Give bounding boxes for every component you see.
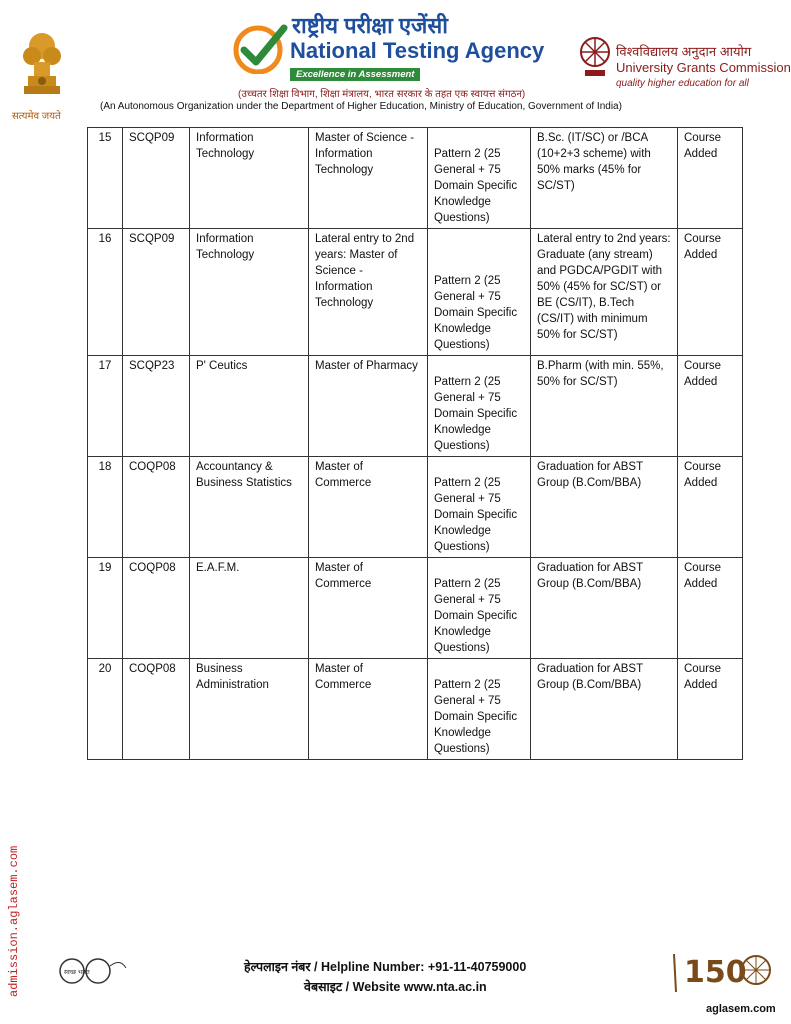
nta-tagline: Excellence in Assessment bbox=[290, 68, 420, 81]
nta-checkmark-logo-icon bbox=[232, 22, 290, 74]
subject-cell: Business Administration bbox=[190, 659, 309, 760]
course-name-cell: Lateral entry to 2nd years: Master of Science - Information Technology bbox=[309, 229, 428, 356]
subject-cell: Information Technology bbox=[190, 229, 309, 356]
table-row bbox=[88, 457, 743, 558]
swachh-bharat-logo-icon bbox=[52, 956, 128, 990]
remark-cell: Course Added bbox=[678, 356, 743, 457]
row-number-cell: 20 bbox=[88, 659, 123, 760]
nta-hindi-title: राष्ट्रीय परीक्षा एजेंसी bbox=[292, 13, 448, 38]
row-number-cell: 15 bbox=[88, 128, 123, 229]
paper-code-cell: COQP08 bbox=[123, 457, 190, 558]
exam-pattern-cell: Pattern 2 (25 General + 75 Domain Specific Knowledge Questions) bbox=[428, 128, 531, 229]
row-number-cell: 18 bbox=[88, 457, 123, 558]
paper-code-cell: SCQP23 bbox=[123, 356, 190, 457]
subject-cell: E.A.F.M. bbox=[190, 558, 309, 659]
page-header bbox=[0, 0, 791, 120]
subtitle-english: (An Autonomous Organization under the Department of Higher Education, Ministry of Education, Government of India) bbox=[100, 101, 622, 112]
subject-cell: Accountancy & Business Statistics bbox=[190, 457, 309, 558]
svg-text:150: 150 bbox=[684, 955, 747, 990]
remark-cell: Course Added bbox=[678, 128, 743, 229]
remark-cell: Course Added bbox=[678, 457, 743, 558]
eligibility-cell: Graduation for ABST Group (B.Com/BBA) bbox=[531, 457, 678, 558]
row-number-cell: 17 bbox=[88, 356, 123, 457]
exam-pattern-cell: Pattern 2 (25 General + 75 Domain Specific Knowledge Questions) bbox=[428, 356, 531, 457]
course-name-cell: Master of Pharmacy bbox=[309, 356, 428, 457]
remark-cell: Course Added bbox=[678, 558, 743, 659]
course-name-cell: Master of Commerce bbox=[309, 659, 428, 760]
eligibility-cell: B.Sc. (IT/SC) or /BCA (10+2+3 scheme) with 50% marks (45% for SC/ST) bbox=[531, 128, 678, 229]
eligibility-cell: B.Pharm (with min. 55%, 50% for SC/ST) bbox=[531, 356, 678, 457]
ugc-logo-icon bbox=[577, 34, 613, 84]
remark-cell: Course Added bbox=[678, 229, 743, 356]
table-row bbox=[88, 128, 743, 229]
nta-english-title: National Testing Agency bbox=[290, 38, 545, 63]
helpline-number: हेल्पलाइन नंबर / Helpline Number: +91-11-40759000 bbox=[244, 960, 527, 974]
remark-cell: Course Added bbox=[678, 659, 743, 760]
exam-pattern-cell: Pattern 2 (25 General + 75 Domain Specific Knowledge Questions) bbox=[428, 659, 531, 760]
eligibility-cell: Graduation for ABST Group (B.Com/BBA) bbox=[531, 558, 678, 659]
subject-cell: P' Ceutics bbox=[190, 356, 309, 457]
paper-code-cell: COQP08 bbox=[123, 659, 190, 760]
table-row bbox=[88, 356, 743, 457]
subject-cell: Information Technology bbox=[190, 128, 309, 229]
course-table bbox=[87, 127, 743, 760]
paper-code-cell: SCQP09 bbox=[123, 229, 190, 356]
eligibility-cell: Graduation for ABST Group (B.Com/BBA) bbox=[531, 659, 678, 760]
swachh-label: स्वच्छ भारत bbox=[64, 969, 90, 976]
paper-code-cell: SCQP09 bbox=[123, 128, 190, 229]
website-line: वेबसाइट / Website www.nta.ac.in bbox=[304, 980, 487, 994]
exam-pattern-cell: Pattern 2 (25 General + 75 Domain Specific Knowledge Questions) bbox=[428, 457, 531, 558]
table-row bbox=[88, 558, 743, 659]
row-number-cell: 19 bbox=[88, 558, 123, 659]
course-name-cell: Master of Commerce bbox=[309, 457, 428, 558]
paper-code-cell: COQP08 bbox=[123, 558, 190, 659]
subtitle-hindi: (उच्चतर शिक्षा विभाग, शिक्षा मंत्रालय, भारत सरकार के तहत एक स्वायत्त संगठन) bbox=[238, 89, 526, 100]
ugc-hindi-title: विश्वविद्यालय अनुदान आयोग bbox=[616, 44, 752, 59]
emblem-caption: सत्यमेव जयते bbox=[12, 111, 61, 122]
exam-pattern-cell: Pattern 2 (25 General + 75 Domain Specific Knowledge Questions) bbox=[428, 558, 531, 659]
table-row bbox=[88, 659, 743, 760]
table-row bbox=[88, 229, 743, 356]
row-number-cell: 16 bbox=[88, 229, 123, 356]
ugc-english-title: University Grants Commission bbox=[616, 60, 791, 75]
course-name-cell: Master of Commerce bbox=[309, 558, 428, 659]
exam-pattern-cell: Pattern 2 (25 General + 75 Domain Specific Knowledge Questions) bbox=[428, 229, 531, 356]
eligibility-cell: Lateral entry to 2nd years: Graduate (any stream) and PGDCA/PGDIT with 50% (45% for SC/ST) or BE (CS/IT), B.Tech (CS/IT) with minimum 50% for SC/ST) bbox=[531, 229, 678, 356]
side-watermark: admission.aglasem.com bbox=[7, 845, 21, 997]
ugc-tagline: quality higher education for all bbox=[616, 78, 749, 89]
course-name-cell: Master of Science - Information Technology bbox=[309, 128, 428, 229]
gandhi-150-logo-icon bbox=[666, 948, 776, 1004]
aglasem-site-label: aglasem.com bbox=[706, 1003, 776, 1015]
